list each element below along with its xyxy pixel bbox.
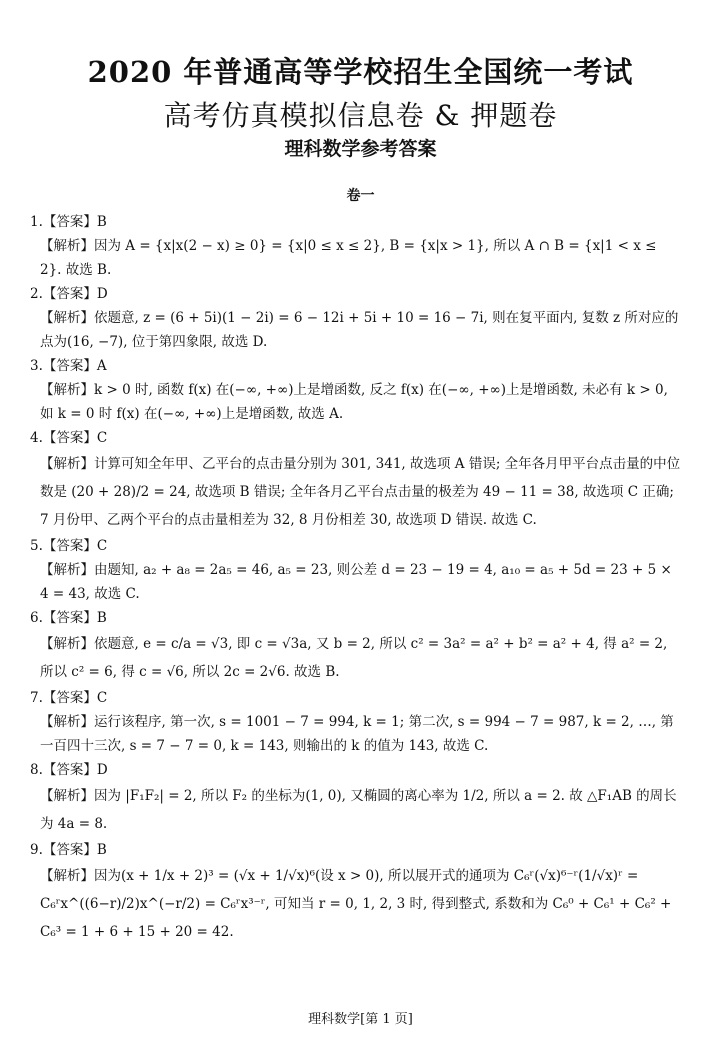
analysis-text: 【解析】依题意, z = (6 + 5i)(1 − 2i) = 6 − 12i + 5i + 10 = 16 − 7i, 则在复平面内, 复数 z 所对应的点为(16, −7), 位于第四象限, 故选 D. xyxy=(40,310,679,350)
answer-line: 4.【答案】C xyxy=(30,430,108,446)
analysis-text: 【解析】k > 0 时, 函数 f(x) 在(−∞, +∞)上是增函数, 反之 f(x) 在(−∞, +∞)上是增函数, 未必有 k > 0, 如 k = 0 时 f(x) 在(−∞, +∞)上是增函数, 故选 A. xyxy=(40,382,668,422)
answer-line: 7.【答案】C xyxy=(30,690,108,706)
analysis-text: 【解析】依题意, e = c/a = √3, 即 c = √3a, 又 b = 2, 所以 c² = 3a² = a² + b² = a² + 4, 得 a² = 2, 所以 c² = 6, 得 c = √6, 所以 2c = 2√6. 故选 B. xyxy=(40,636,668,680)
page-footer: 理科数学[第 1 页] xyxy=(308,1012,413,1027)
answer-line: 6.【答案】B xyxy=(30,610,107,626)
answer-key-title: 理科数学参考答案 xyxy=(284,138,437,160)
analysis-text: 【解析】因为(x + 1/x + 2)³ = (√x + 1/√x)⁶(设 x > 0), 所以展开式的通项为 C₆ʳ(√x)⁶⁻ʳ(1/√x)ʳ = C₆ʳx^((6−r)/2)x^(−r/2) = C₆ʳx³⁻ʳ, 可知当 r = 0, 1, 2, 3 时, 得到整式, 系数和为 C₆⁰ + C₆¹ + C₆² + C₆³ = 1 + 6 + 15 + 20 = 42. xyxy=(40,868,672,940)
section-heading: 卷一 xyxy=(346,188,375,204)
answer-line: 2.【答案】D xyxy=(30,286,108,302)
answer-line: 5.【答案】C xyxy=(30,538,108,554)
analysis-text: 【解析】计算可知全年甲、乙平台的点击量分别为 301, 341, 故选项 A 错误; 全年各月甲平台点击量的中位数是 (20 + 28)/2 = 24, 故选项 B 错误; 全年各月乙平台点击量的极差为 49 − 11 = 38, 故选项 C 正确; 7 月份甲、乙两个平台的点击量相差为 32, 8 月份相差 30, 故选项 D 错误. 故选 C. xyxy=(40,456,681,528)
analysis-text: 【解析】因为 A = {x|x(2 − x) ≥ 0} = {x|0 ≤ x ≤ 2}, B = {x|x > 1}, 所以 A ∩ B = {x|1 < x ≤ 2}. 故选 B. xyxy=(40,238,657,278)
exam-title: 2020 年普通高等学校招生全国统一考试 xyxy=(87,55,634,89)
analysis-text: 【解析】运行该程序, 第一次, s = 1001 − 7 = 994, k = 1; 第二次, s = 994 − 7 = 987, k = 2, …, 第一百四十三次, s = 7 − 7 = 0, k = 143, 则输出的 k 的值为 143, 故选 C. xyxy=(40,714,674,754)
analysis-text: 【解析】因为 |F₁F₂| = 2, 所以 F₂ 的坐标为(1, 0), 又椭圆的离心率为 1/2, 所以 a = 2. 故 △F₁AB 的周长为 4a = 8. xyxy=(40,788,677,832)
exam-subtitle: 高考仿真模拟信息卷 & 押题卷 xyxy=(163,99,558,132)
answer-line: 8.【答案】D xyxy=(30,762,108,778)
answer-list xyxy=(30,210,682,946)
analysis-text: 【解析】由题知, a₂ + a₈ = 2a₅ = 46, a₅ = 23, 则公差 d = 23 − 19 = 4, a₁₀ = a₅ + 5d = 23 + 5 × 4 = 43, 故选 C. xyxy=(40,562,672,602)
answer-line: 9.【答案】B xyxy=(30,842,107,858)
answer-line: 3.【答案】A xyxy=(30,358,107,374)
answer-line: 1.【答案】B xyxy=(30,214,107,230)
